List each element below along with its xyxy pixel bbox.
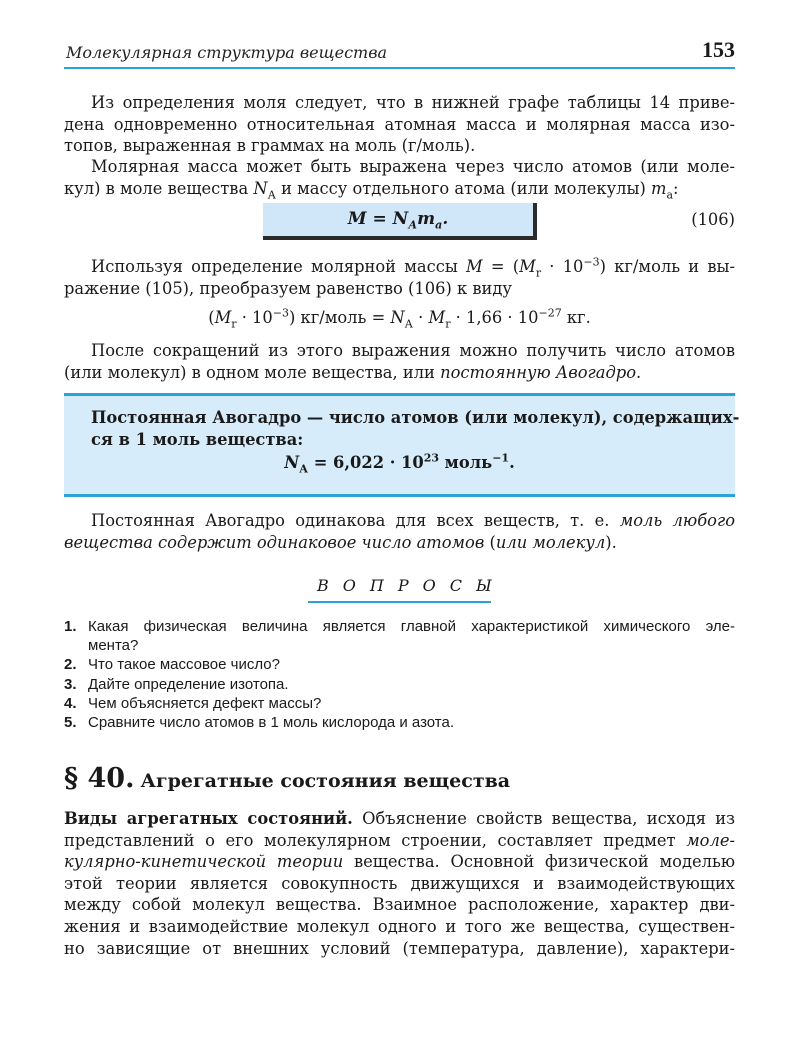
text-fragment: Используя определение молярной массы	[91, 257, 467, 276]
paragraph-aggregate-states	[64, 808, 735, 959]
question-text: Чем объясняется дефект массы?	[88, 694, 322, 712]
equation-number: (106)	[691, 210, 735, 229]
questions-heading: ВОПРОСЫ	[317, 576, 506, 595]
questions-list	[64, 617, 735, 732]
symbol-m-upper: M	[519, 257, 536, 276]
text-line: ражение (105), преобразуем равенство (106) к виду	[64, 278, 512, 298]
symbol-n: N	[390, 308, 405, 327]
text-fragment: кг.	[561, 308, 591, 327]
symbol-m-upper: M	[214, 308, 232, 327]
superscript: −3	[272, 306, 289, 320]
superscript: −1	[492, 451, 510, 465]
definition-rule-bottom	[64, 494, 735, 497]
text-line	[64, 510, 735, 532]
formula-lhs: M =	[347, 209, 393, 229]
definition-rule-top	[64, 393, 735, 396]
text-line: дена одновременно относительная атомная масса и молярная масса изо-	[64, 114, 735, 134]
text-fragment: Постоянная Авогадро одинакова для всех веществ, т. е.	[91, 511, 620, 530]
subscript: А	[404, 317, 413, 331]
formula-end: .	[442, 209, 449, 229]
subscript: а	[435, 218, 443, 232]
list-item	[64, 694, 735, 713]
text-fragment: кул) в моле вещества	[64, 178, 254, 198]
formula-intermediate	[64, 306, 735, 331]
question-text: Что такое массовое число?	[88, 656, 280, 674]
text-fragment: · 10	[236, 308, 273, 327]
paragraph-molar-mass	[64, 156, 735, 199]
symbol-m-upper: M	[428, 308, 446, 327]
subscript: А	[299, 462, 309, 476]
text-line: Из определения моля следует, что в нижней графе таблицы 14 приве-	[91, 93, 735, 112]
formula-106	[263, 209, 533, 232]
italic-term: или молекул	[495, 532, 606, 552]
paragraph-using-definition	[64, 256, 735, 299]
text-fragment: :	[673, 178, 679, 198]
symbol-n: N	[253, 178, 268, 198]
superscript: 23	[423, 451, 440, 465]
superscript: −3	[583, 255, 600, 269]
questions-heading-rule	[308, 601, 491, 603]
question-text: Какая физическая величина является главной характеристикой химического эле-	[88, 618, 735, 635]
text-fragment: · 1,66 · 10	[450, 308, 539, 327]
definition-text	[91, 407, 740, 451]
text-line: После сокращений из этого выражения можно получить число атомов	[91, 341, 735, 360]
text-line: этой теории является совокупность движущихся и взаимодействующих	[64, 873, 735, 893]
subscript: r	[535, 266, 542, 280]
text-fragment: ) кг/моль =	[289, 308, 391, 327]
text-fragment: моль	[439, 453, 493, 472]
italic-term: вещества содержит одинаковое число атомов	[64, 532, 485, 552]
text-fragment: (	[484, 532, 496, 552]
running-title: Молекулярная структура вещества	[66, 43, 388, 62]
text-fragment: = 6,022 · 10	[308, 453, 424, 472]
superscript: −27	[538, 306, 562, 320]
avogadro-formula	[64, 451, 735, 476]
paragraph-mole-definition	[64, 92, 735, 157]
question-number: 2.	[64, 656, 77, 674]
symbol-m: m	[417, 209, 436, 229]
section-title: Агрегатные состояния вещества	[140, 770, 511, 792]
list-item	[64, 617, 735, 655]
text-line	[64, 178, 735, 200]
text-fragment: ) кг/моль и вы-	[599, 257, 735, 276]
subscript: А	[408, 218, 418, 232]
italic-term: моле-	[686, 830, 735, 850]
symbol-n: N	[284, 453, 300, 472]
list-item	[64, 675, 735, 694]
text-line	[64, 256, 735, 278]
text-line	[64, 532, 735, 554]
italic-term: моль любого	[619, 511, 735, 530]
running-header	[64, 34, 735, 68]
text-fragment: · 10	[541, 257, 584, 276]
paragraph-after-reduction	[64, 340, 735, 383]
text-fragment: Объяснение свойств вещества, исходя из	[352, 809, 736, 828]
formula-106-box	[263, 203, 537, 240]
question-number: 3.	[64, 675, 77, 693]
text-line: между собой молекул вещества. Взаимное расположение, характер дви-	[64, 895, 735, 915]
symbol-m: m	[651, 178, 667, 198]
question-number: 1.	[64, 618, 77, 635]
run-in-heading: Виды агрегатных состояний.	[64, 809, 353, 828]
text-line: Постоянная Авогадро — число атомов (или молекул), содержащих-	[91, 408, 740, 427]
list-item	[64, 713, 735, 732]
header-rule	[64, 67, 735, 69]
text-line	[64, 851, 735, 873]
text-line: топов, выраженная в граммах на моль (г/моль).	[64, 136, 476, 156]
text-line: Молярная масса может быть выражена через число атомов (или моле-	[91, 157, 735, 176]
subscript: r	[231, 317, 237, 331]
italic-term: постоянную Авогадро	[440, 362, 636, 382]
text-fragment: ·	[412, 308, 429, 327]
subscript: а	[666, 187, 674, 201]
page-number: 153	[702, 37, 735, 62]
text-line	[64, 830, 735, 852]
text-fragment: (или молекул) в одном моле вещества, или	[64, 362, 441, 382]
text-line: но зависящие от внешних условий (температура, давление), характери-	[64, 938, 735, 958]
paragraph-avogadro-same	[64, 510, 735, 553]
subscript: r	[445, 317, 451, 331]
text-line	[64, 808, 735, 830]
question-text: Сравните число атомов в 1 моль кислорода и азота.	[88, 714, 455, 732]
list-item	[64, 655, 735, 674]
symbol-n: N	[392, 209, 409, 229]
italic-term: кулярно-кинетической теории	[64, 852, 344, 872]
question-text: мента?	[88, 637, 139, 655]
text-line: жения и взаимодействие молекул одного и того же вещества, существен-	[64, 916, 735, 936]
text-line: ся в 1 моль вещества:	[91, 430, 304, 449]
text-fragment: и массу отдельного атома (или молекулы)	[275, 178, 652, 198]
text-fragment: вещества. Основной физической моделью	[343, 852, 736, 872]
section-heading	[64, 763, 510, 794]
text-fragment: (	[208, 308, 215, 327]
question-number: 5.	[64, 714, 77, 732]
text-line	[64, 362, 735, 384]
text-fragment: = (	[482, 257, 520, 276]
text-fragment: ).	[605, 532, 617, 552]
text-fragment: представлений о его молекулярном строении, составляет предмет	[64, 830, 687, 850]
question-text: Дайте определение изотопа.	[88, 675, 289, 693]
text-fragment: .	[636, 362, 642, 382]
symbol-m-upper: M	[466, 257, 483, 276]
section-number: § 40.	[64, 763, 135, 794]
definition-box	[64, 393, 740, 497]
question-number: 4.	[64, 694, 77, 712]
text-fragment: .	[509, 453, 515, 472]
subscript: А	[267, 187, 276, 201]
